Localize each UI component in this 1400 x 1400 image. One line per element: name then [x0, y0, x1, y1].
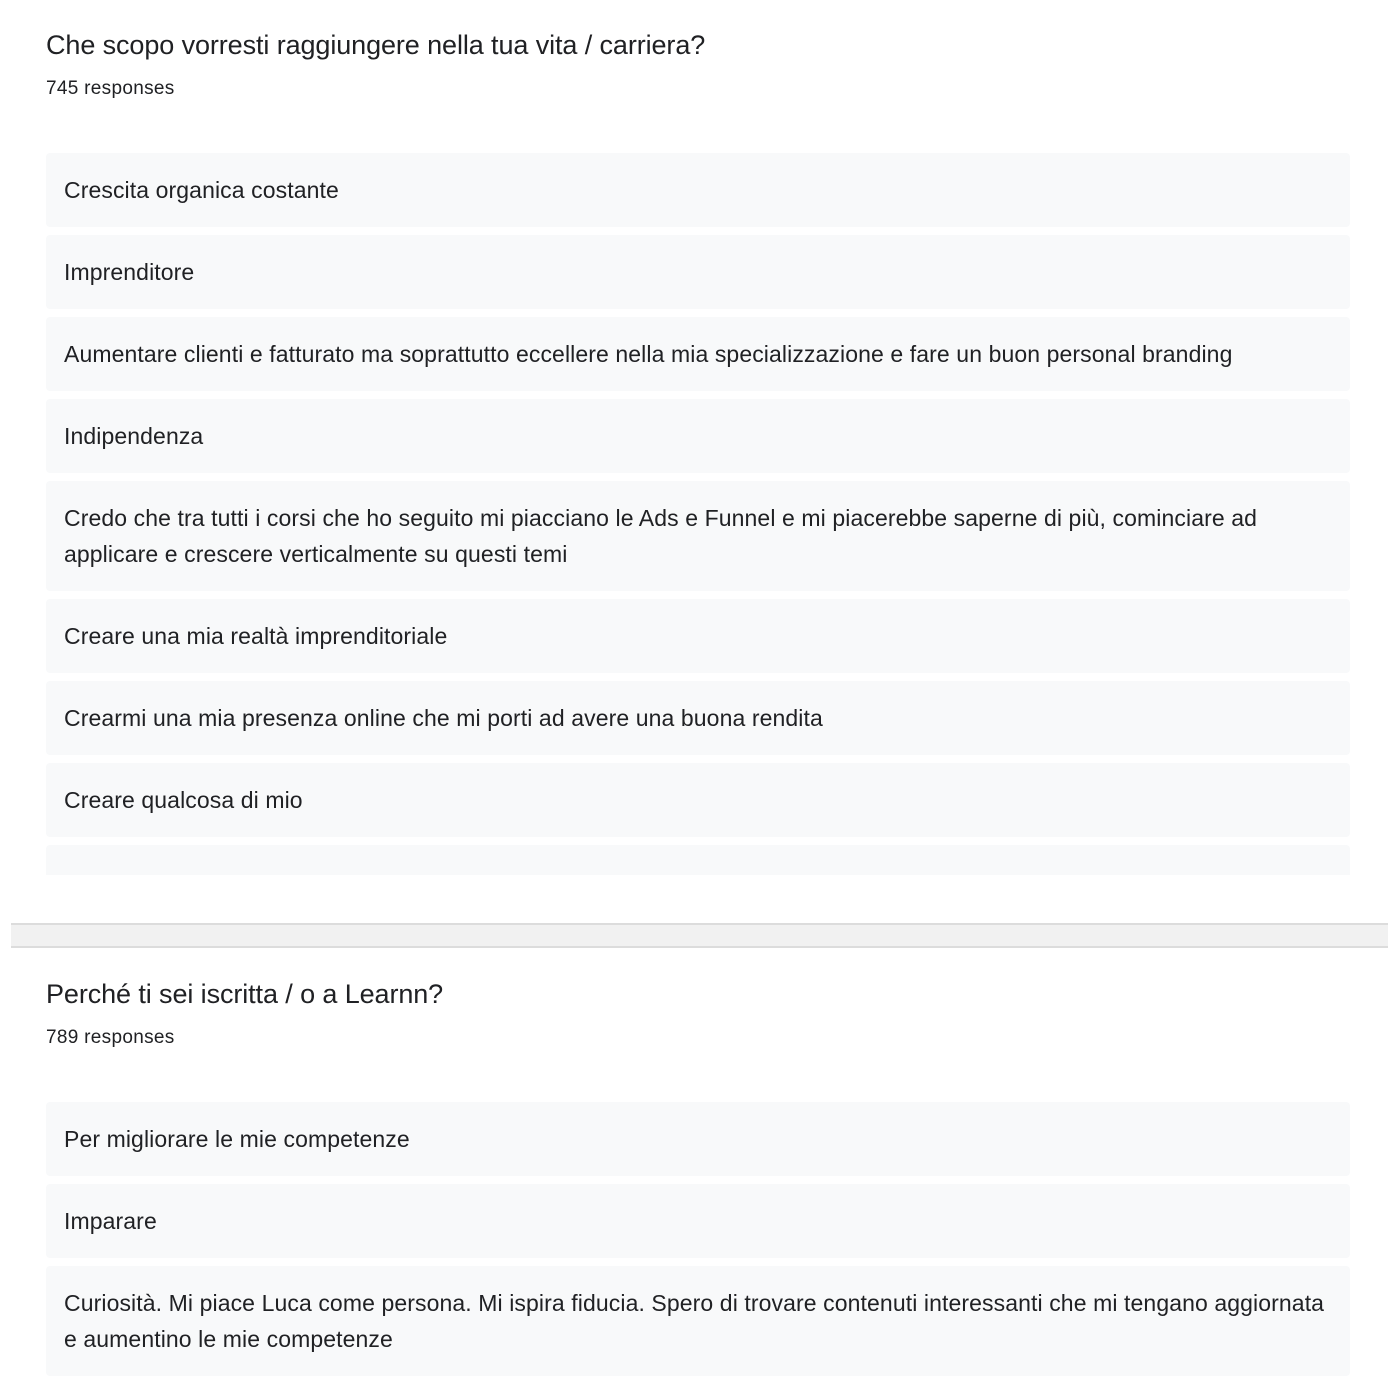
- answer-item: Curiosità. Mi piace Luca come persona. Mi ispira fiducia. Spero di trovare contenuti interessanti che mi tengano aggiornata e aumentino le mie competenze: [46, 1266, 1350, 1376]
- answer-item: Credo che tra tutti i corsi che ho seguito mi piacciano le Ads e Funnel e mi piacerebbe saperne di più, cominciare ad applicare e crescere verticalmente su questi temi: [46, 481, 1350, 591]
- answer-item: Crescita organica costante: [46, 153, 1350, 227]
- answer-item: Indipendenza: [46, 399, 1350, 473]
- answer-item: Imparare: [46, 1184, 1350, 1258]
- response-count: 745 responses: [46, 78, 175, 99]
- answers-list[interactable]: [46, 153, 1350, 875]
- answer-item: Aumentare clienti e fatturato ma soprattutto eccellere nella mia specializzazione e fare un buon personal branding: [46, 317, 1350, 391]
- answer-item-partial: [46, 845, 1350, 875]
- answer-item: Per migliorare le mie competenze: [46, 1102, 1350, 1176]
- answer-item: Crearmi una mia presenza online che mi porti ad avere una buona rendita: [46, 681, 1350, 755]
- answer-item: Creare una mia realtà imprenditoriale: [46, 599, 1350, 673]
- answer-item: Creare qualcosa di mio: [46, 763, 1350, 837]
- question-title: Perché ti sei iscritta / o a Learnn?: [46, 979, 444, 1009]
- answer-item: Imprenditore: [46, 235, 1350, 309]
- answers-list[interactable]: [46, 1102, 1350, 1376]
- question-card-why-learnn: [0, 923, 1400, 1376]
- question-title: Che scopo vorresti raggiungere nella tua vita / carriera?: [46, 30, 706, 60]
- response-count: 789 responses: [46, 1027, 175, 1048]
